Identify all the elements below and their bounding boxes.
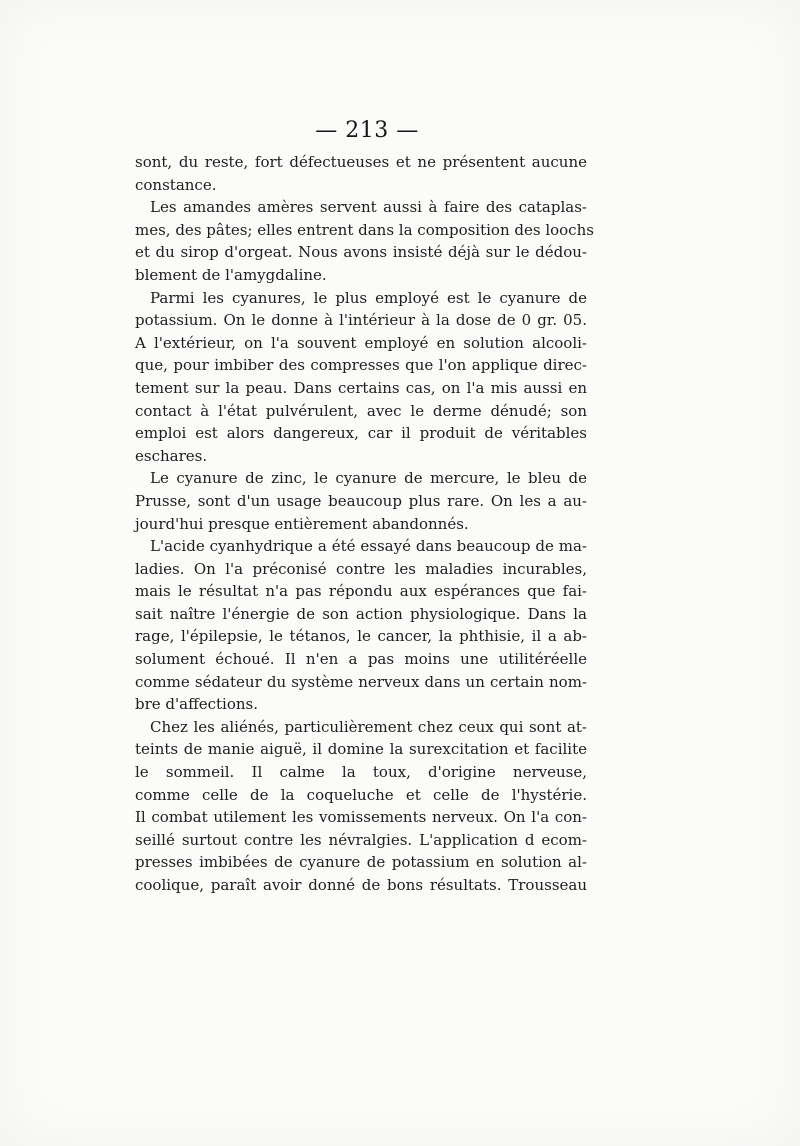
text-line: potassium. On le donne à l'intérieur à la dose de 0 gr. 05.	[135, 311, 587, 330]
text-line: seillé surtout contre les névralgies. L'application d ecom-	[135, 830, 587, 849]
text-line: Prusse, sont d'un usage beaucoup plus rare. On les a au-	[135, 491, 587, 510]
text-line: bre d'affections.	[135, 695, 259, 714]
text-line: rage, l'épilepsie, le tétanos, le cancer, la phthisie, il a ab-	[135, 627, 587, 646]
text-line: A l'extérieur, on l'a souvent employé en solution alcooli-	[135, 333, 587, 352]
text-line: ladies. On l'a préconisé contre les maladies incurables,	[135, 559, 587, 578]
page-number: — 213 —	[315, 118, 419, 143]
text-line: sont, du reste, fort défectueuses et ne présentent aucune	[135, 153, 587, 171]
text-line: Les amandes amères servent aussi à faire des cataplas-	[150, 198, 587, 217]
text-line: et du sirop d'orgeat. Nous avons insisté déjà sur le dédou-	[135, 243, 587, 262]
text-line: presses imbibées de cyanure de potassium en solution al-	[135, 853, 587, 872]
text-line: eschares.	[135, 446, 208, 465]
text-line: Il combat utilement les vomissements nerveux. On l'a con-	[135, 808, 587, 827]
text-line: solument échoué. Il n'en a pas moins une utilitéréelle	[135, 650, 587, 669]
text-line: mais le résultat n'a pas répondu aux espérances que fai-	[135, 582, 587, 601]
text-line: contact à l'état pulvérulent, avec le derme dénudé; son	[135, 401, 587, 420]
text-line: jourd'hui presque entièrement abandonnés.	[135, 514, 469, 533]
text-line: constance.	[135, 175, 217, 194]
text-line: Parmi les cyanures, le plus employé est le cyanure de	[150, 288, 587, 307]
text-line: L'acide cyanhydrique a été essayé dans beaucoup de ma-	[150, 537, 587, 556]
text-line: blement de l'amygdaline.	[135, 265, 327, 284]
body-text	[135, 151, 594, 897]
text-line: comme celle de la coqueluche et celle de l'hystérie.	[135, 785, 587, 804]
text-line: que, pour imbiber des compresses que l'on applique direc-	[135, 356, 587, 375]
text-line: Chez les aliénés, particulièrement chez ceux qui sont at-	[150, 717, 587, 736]
text-line: teints de manie aiguë, il domine la surexcitation et facilite	[135, 740, 587, 759]
text-line: le sommeil. Il calme la toux, d'origine nerveuse,	[135, 763, 587, 782]
text-line: tement sur la peau. Dans certains cas, on l'a mis aussi en	[135, 378, 587, 397]
text-line: emploi est alors dangereux, car il produit de véritables	[135, 424, 587, 443]
text-line: mes, des pâtes; elles entrent dans la composition des loochs	[135, 220, 594, 239]
text-line: Le cyanure de zinc, le cyanure de mercure, le bleu de	[150, 469, 587, 488]
text-line: comme sédateur du système nerveux dans un certain nom-	[135, 672, 587, 691]
text-line: coolique, paraît avoir donné de bons résultats. Trousseau	[135, 876, 587, 894]
text-line: sait naître l'énergie de son action physiologique. Dans la	[135, 604, 587, 623]
